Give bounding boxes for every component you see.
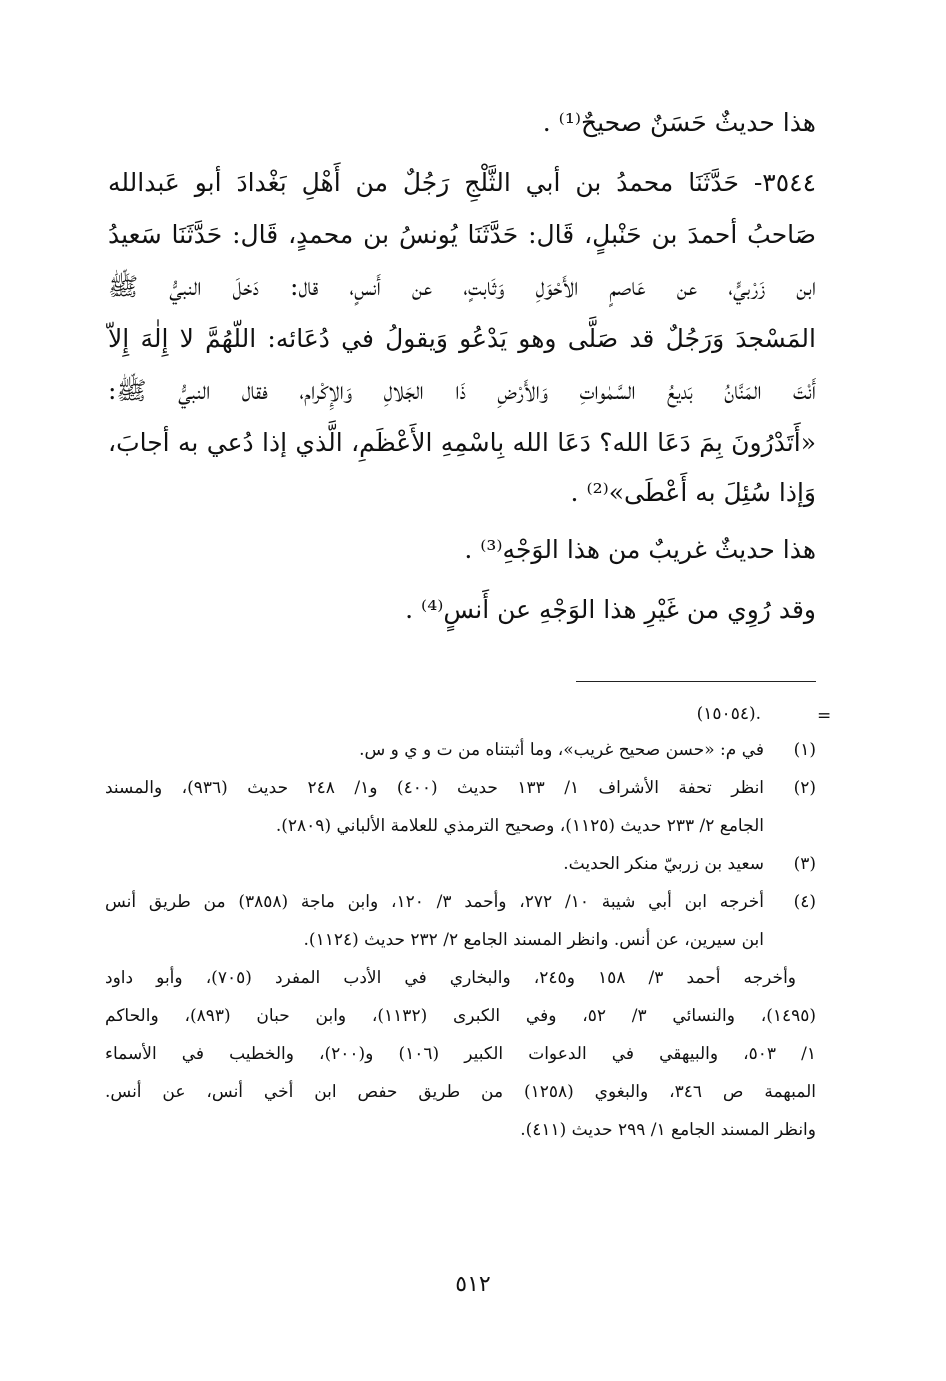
hadith-isnad-line-3: ابن زَرْبيٍّ، عن عَاصمٍ الأَحْوَلِ وَثَابتٍ، عن أَنسٍ، قال: دَخلَ النبيُّ ﷺ — [108, 272, 816, 301]
footnote-3-number: (٣) — [793, 854, 816, 874]
footnote-4-number: (٤) — [793, 892, 816, 912]
footnote-separator — [576, 681, 816, 682]
footnote-4-text-line-5: ١/ ٥٠٣، والبيهقي في الدعوات الكبير (١٠٦) و(٢٠٠)، والخطيب في الأسماء — [105, 1044, 816, 1064]
hadith-matn-line-3: «أَتَدْرُونَ بِمَ دَعَا الله؟ دَعَا الله بِاسْمِهِ الأَعْظَمِ، الَّذي إذا دُعي به أجابَ، — [108, 428, 816, 457]
footnote-2-text-line-2: الجامع ٢/ ٢٣٣ حديث (١١٢٥)، وصحيح الترمذي للعلامة الألباني (٢٨٠٩). — [275, 816, 764, 836]
page-number: ٥١٢ — [455, 1272, 491, 1297]
hadith-matn-line-2: أَنْتَ المَنَّانُ بَديعُ السَّمٰواتِ وَالأَرْضِ ذَا الجَلالِ وَالإِكْرام، فقال النبيُّ ﷺ: — [108, 376, 816, 405]
hadith-grade-line: هذا حديثٌ حَسَنٌ صحيحٌ⁽¹⁾ . — [542, 108, 816, 137]
footnote-continuation-mark: = — [817, 706, 832, 726]
footnote-4-text-line-7: وانظر المسند الجامع ١/ ٢٩٩ حديث (٤١١). — [520, 1120, 816, 1140]
footnote-4-text-line-3: وأخرجه أحمد ٣/ ١٥٨ و٢٤٥، والبخاري في الأدب المفرد (٧٠٥)، وأبو داود — [105, 968, 796, 988]
hadith-matn-line-4: وَإذا سُئِلَ به أَعْطَى»⁽²⁾ . — [570, 478, 816, 507]
footnote-2-number: (٢) — [793, 778, 816, 798]
hadith-note-line: وقد رُوِي من غَيْرِ هذا الوَجْهِ عن أَنسٍ⁽⁴⁾ . — [405, 595, 816, 624]
footnote-1-text: في م: «حسن صحيح غريب»، وما أثبتناه من ت و ي و س. — [359, 740, 764, 760]
hadith-matn-line-1: المَسْجدَ وَرَجُلٌ قد صَلَّى وهو يَدْعُو وَيقولُ في دُعَائه: اللّهُمَّ لا إِلٰهَ إِلاّ — [108, 324, 816, 353]
footnote-3-text: سعيد بن زربيّ منكر الحديث. — [563, 854, 764, 874]
hadith-isnad-line-2: صَاحبُ أحمدَ بن حَنْبلٍ، قَال: حَدَّثَنَا يُونسُ بن محمدٍ، قَال: حَدَّثَنَا سَعيدُ — [108, 220, 816, 249]
footnote-continuation-text: (١٥٠٥٤). — [696, 704, 761, 724]
footnote-1-number: (١) — [793, 740, 816, 760]
footnote-4-text-line-1: أخرجه ابن أبي شيبة ١٠/ ٢٧٢، وأحمد ٣/ ١٢٠، وابن ماجة (٣٨٥٨) من طريق أنس — [105, 892, 764, 912]
hadith-grade-line-2: هذا حديثٌ غريبٌ من هذا الوَجْهِ⁽³⁾ . — [464, 535, 816, 564]
hadith-isnad-line-1: ٣٥٤٤- حَدَّثَنَا محمدُ بن أبي الثَّلْجِ رَجُلٌ من أَهْلِ بَغْدادَ أبو عَبدالله — [108, 168, 816, 197]
footnote-2-text-line-1: انظر تحفة الأشراف ١/ ١٣٣ حديث (٤٠٠) و١/ ٢٤٨ حديث (٩٣٦)، والمسند — [105, 778, 765, 798]
footnote-4-text-line-6: المبهمة ص ٣٤٦، والبغوي (١٢٥٨) من طريق حفص ابن أخي أنس، عن أنس. — [105, 1082, 816, 1102]
footnote-4-text-line-2: ابن سيرين، عن أنس. وانظر المسند الجامع ٢/ ٢٣٢ حديث (١١٢٤). — [303, 930, 764, 950]
footnote-4-text-line-4: (١٤٩٥)، والنسائي ٣/ ٥٢، وفي الكبرى (١١٣٢)، وابن حبان (٨٩٣)، والحاكم — [105, 1006, 817, 1026]
